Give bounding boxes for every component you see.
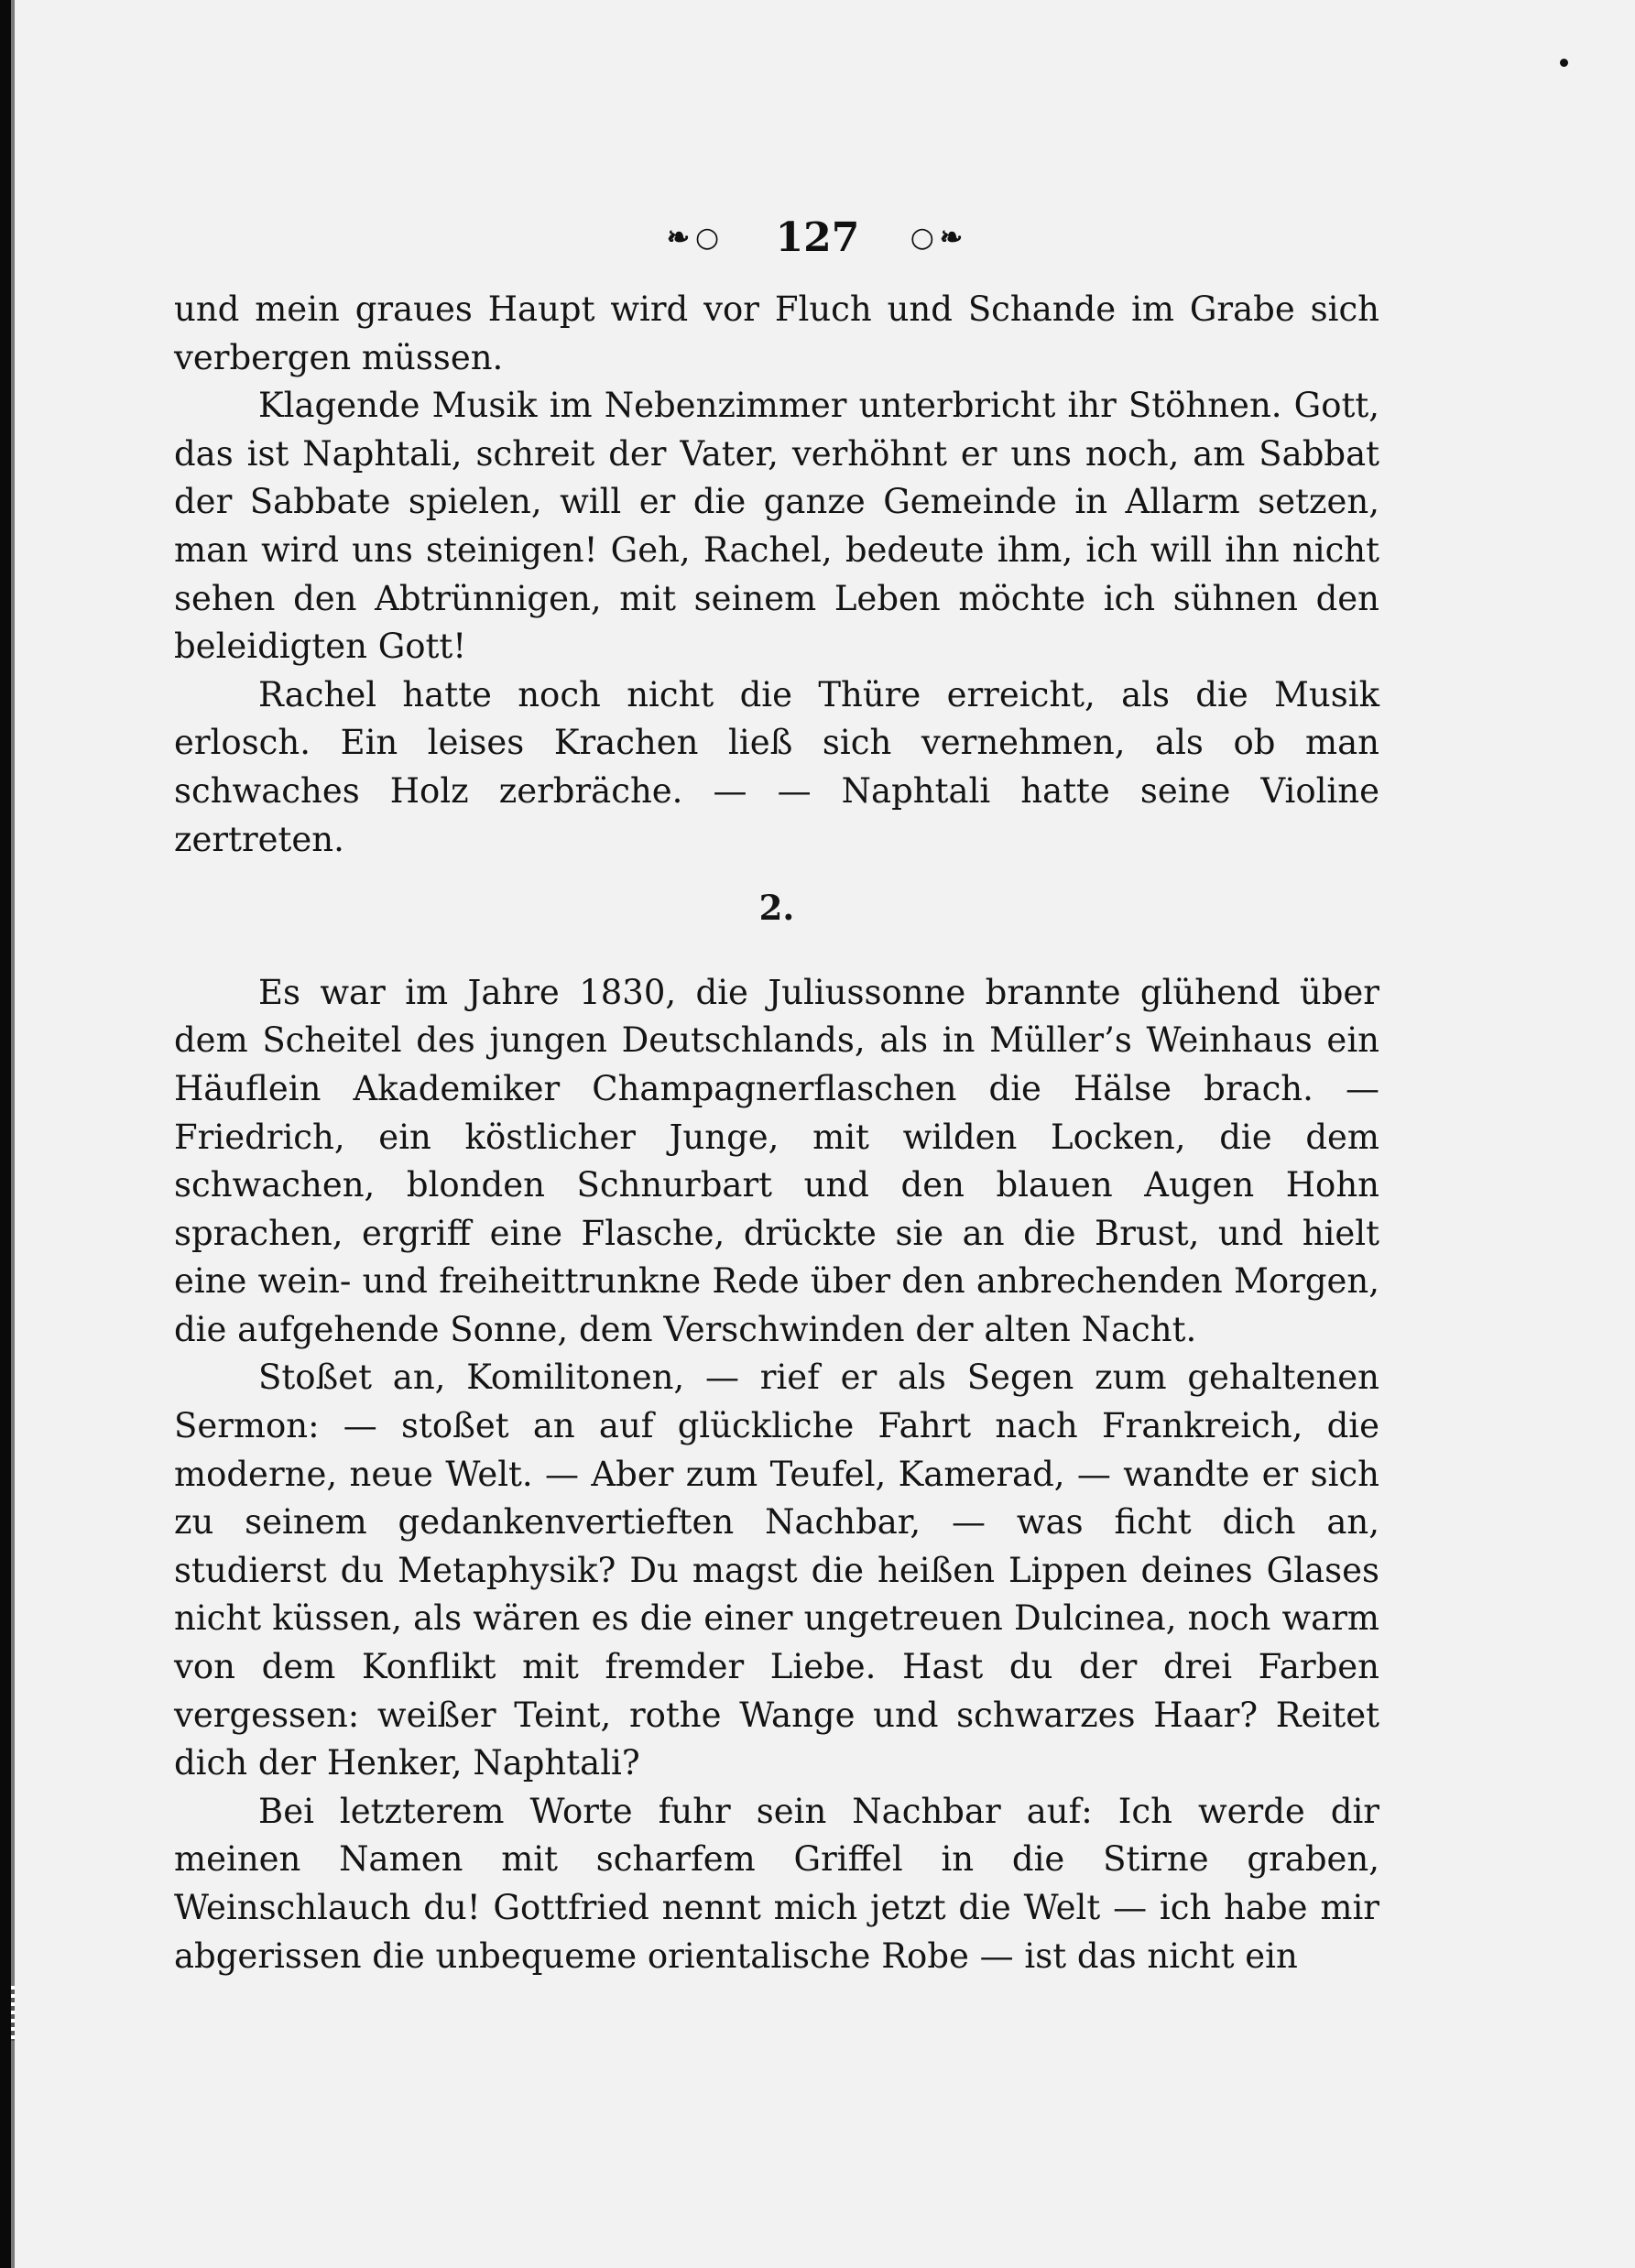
paragraph: Rachel hatte noch nicht die Thüre erreicht, als die Musik erlosch. Ein leises Krachen ließ sich vernehmen, als ob man schwaches Holz zerbräche. — — Naphtali hatte seine Violine zertreten. [174,674,1379,859]
paragraph: Es war im Jahre 1830, die Juliussonne brannte glühend über dem Scheitel des jungen Deutschlands, als in Müller’s Weinhaus ein Häuflein Akademiker Champagnerflaschen die Hälse brach. — Friedrich, ein köstlicher Junge, mit wilden Locken, die dem schwachen, blonden Schnurbart und den blauen Augen Hohn sprachen, ergriff eine Flasche, drückte sie an die Brust, und hielt eine wein- und freiheittrunkne Rede über den anbrechenden Morgen, die aufgehende Sonne, dem Verschwinden der alten Nacht. [174,972,1379,1349]
ornament-right-icon: ○❧ [910,221,969,254]
ornament-left-icon: ❧○ [666,221,725,254]
scan-speck [1560,59,1568,67]
paragraph: Stoßet an, Komilitonen, — rief er als Segen zum gehaltenen Sermon: — stoßet an auf glückliche Fahrt nach Frankreich, die moderne, neue Welt. — Aber zum Teufel, Kamerad, — wandte er sich zu seinem gedankenvertieften Nachbar, — was ficht dich an, studierst du Metaphysik? Du magst die heißen Lippen deines Glases nicht küssen, als wären es die einer ungetreuen Dulcinea, noch warm von dem Konflikt mit fremder Liebe. Hast du der drei Farben vergessen: weißer Teint, rothe Wange und schwarzes Haar? Reitet dich der Henker, Naphtali? [174,1358,1379,1783]
scan-border [0,0,11,2268]
scan-border-inner [11,0,15,2268]
paragraph: Klagende Musik im Nebenzimmer unterbricht ihr Stöhnen. Gott, das ist Naphtali, schreit der Vater, verhöhnt er uns noch, am Sabbat der Sabbate spielen, will er die ganze Gemeinde in Allarm setzen, man wird uns steinigen! Geh, Rachel, bedeute ihm, ich will ihn nicht sehen den Abtrünnigen, mit seinem Leben möchte ich sühnen den beleidigten Gott! [174,386,1379,667]
scan-marks [11,1986,15,2041]
page-number: 127 [775,213,860,261]
page-header [0,203,1635,267]
paragraph: und mein graues Haupt wird vor Fluch und Schande im Grabe sich verbergen müssen. [174,289,1379,377]
section-number: 2. [758,888,795,929]
body-text [174,286,1379,1980]
paragraph: Bei letzterem Worte fuhr sein Nachbar auf: Ich werde dir meinen Namen mit scharfem Griffel in die Stirne graben, Weinschlauch du! Gottfried nennt mich jetzt die Welt — ich habe mir abgerissen die unbequeme orientalische Robe — ist das nicht ein [174,1791,1379,1976]
